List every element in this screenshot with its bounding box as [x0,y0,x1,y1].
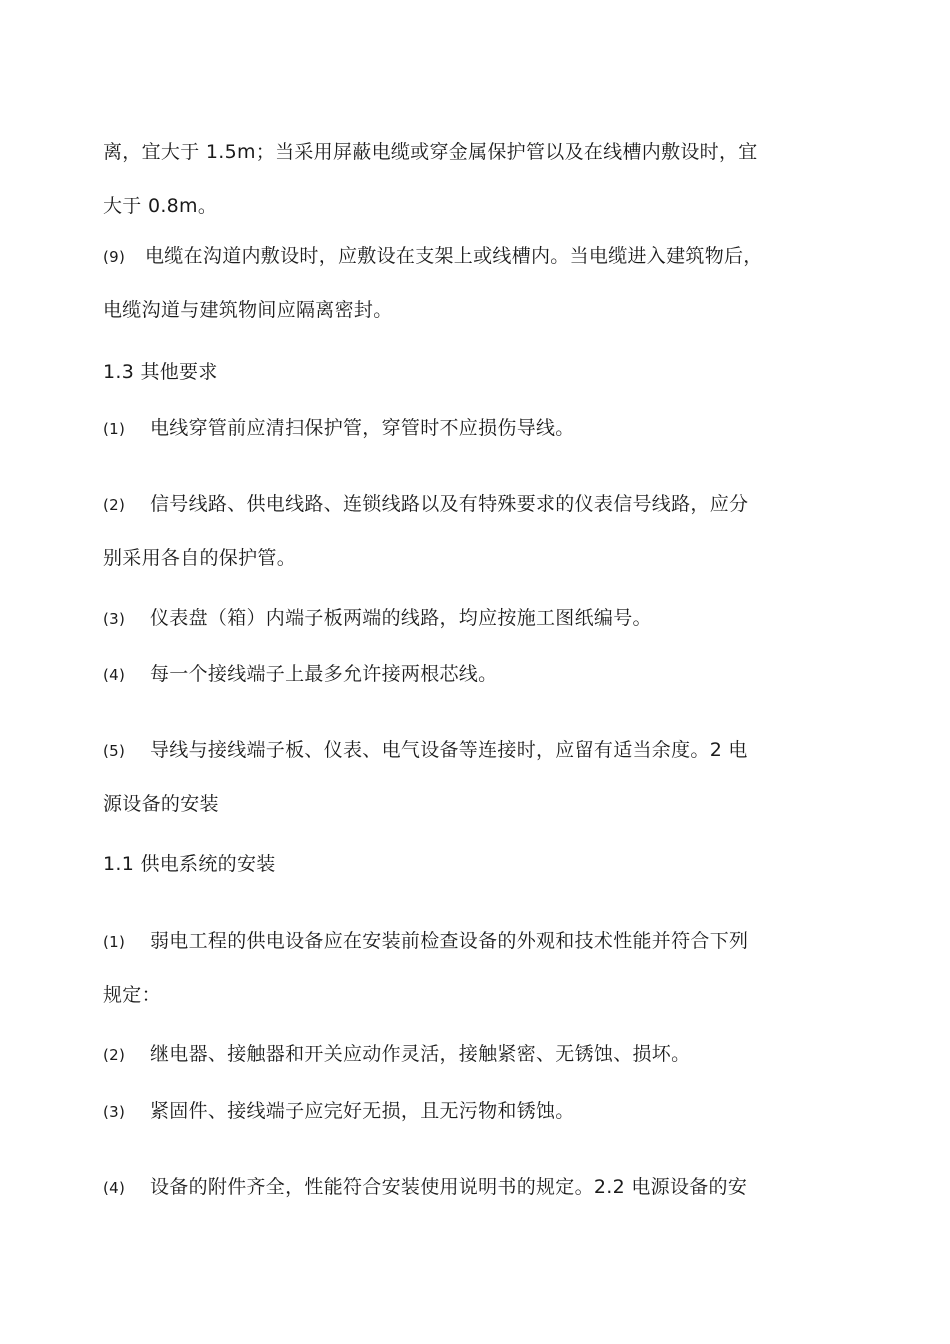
section-heading [103,360,218,384]
list-item [103,929,748,954]
line-text: 导线与接线端子板、仪表、电气设备等连接时，应留有适当余度。2 电 [150,739,748,761]
line-text: 继电器、接触器和开关应动作灵活，接触紧密、无锈蚀、损坏。 [150,1043,691,1065]
item-number: (3) [103,610,126,628]
list-item [103,662,497,687]
item-number: (9) [103,248,126,266]
line-text: 设备的附件齐全，性能符合安装使用说明书的规定。2.2 电源设备的安 [150,1176,748,1198]
item-number: (4) [103,1179,126,1197]
heading-text: 1.3 其他要求 [103,361,218,383]
list-item [103,1099,575,1124]
line-text: 仪表盘（箱）内端子板两端的线路，均应按施工图纸编号。 [150,607,652,629]
list-item [103,416,575,441]
text-line [103,546,296,570]
item-number: (2) [103,496,126,514]
item-number: (1) [103,933,126,951]
list-item [103,1175,747,1200]
text-line [103,194,217,218]
text-line [103,983,161,1007]
line-text: 源设备的安装 [103,793,219,815]
item-number: (4) [103,666,126,684]
list-item [103,1042,690,1067]
list-item [103,606,652,631]
section-heading [103,852,276,876]
text-line [103,792,219,816]
line-text: 紧固件、接线端子应完好无损，且无污物和锈蚀。 [150,1100,575,1122]
line-text: 每一个接线端子上最多允许接两根芯线。 [150,663,498,685]
item-number: (2) [103,1046,126,1064]
item-number: (5) [103,742,126,760]
line-text: 大于 0.8m。 [103,195,218,217]
text-line [103,298,393,322]
line-text: 电缆在沟道内敷设时，应敷设在支架上或线槽内。当电缆进入建筑物后， [145,245,763,267]
list-item [103,492,748,517]
line-text: 离，宜大于 1.5m；当采用屏蔽电缆或穿金属保护管以及在线槽内敷设时，宜 [103,141,758,163]
list-item [103,738,748,763]
item-number: (1) [103,420,126,438]
text-line [103,140,758,164]
line-text: 别采用各自的保护管。 [103,547,297,569]
heading-text: 1.1 供电系统的安装 [103,853,276,875]
list-item [103,244,763,269]
line-text: 电线穿管前应清扫保护管，穿管时不应损伤导线。 [150,417,575,439]
line-text: 电缆沟道与建筑物间应隔离密封。 [103,299,393,321]
line-text: 弱电工程的供电设备应在安装前检查设备的外观和技术性能并符合下列 [150,930,749,952]
line-text: 信号线路、供电线路、连锁线路以及有特殊要求的仪表信号线路，应分 [150,493,749,515]
line-text: 规定： [103,984,161,1006]
item-number: (3) [103,1103,126,1121]
